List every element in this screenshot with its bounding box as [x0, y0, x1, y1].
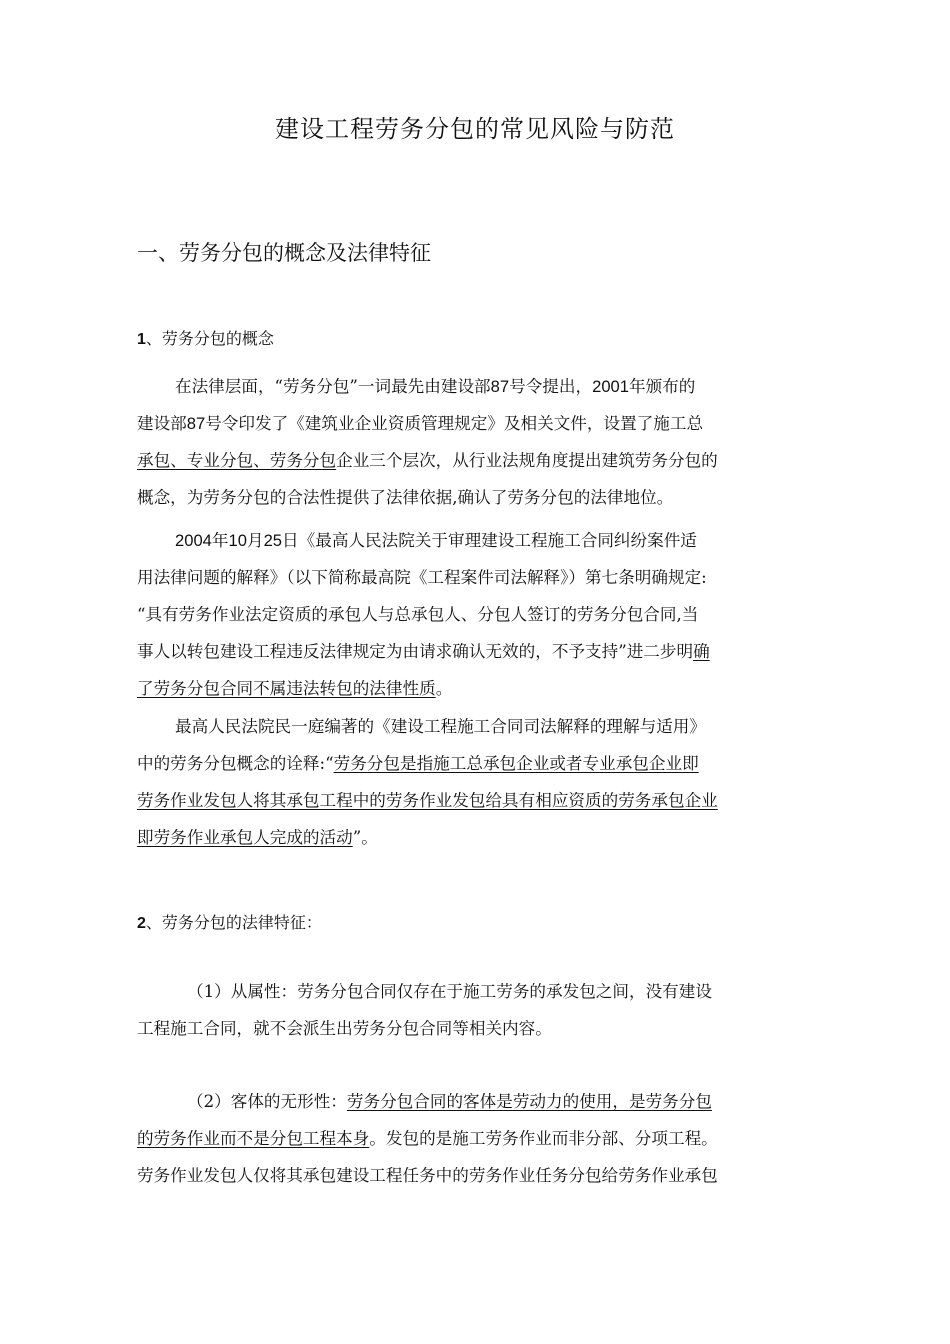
text-line: “具有劳务作业法定资质的承包人与总承包人、分包人签订的劳务分包合同,当	[137, 605, 699, 624]
paragraph-first-civil-division	[137, 708, 809, 856]
underlined-text: 即劳务作业承包人完成的活动	[137, 828, 353, 847]
section-heading-1: 一、劳务分包的概念及法律特征	[137, 241, 431, 265]
text-line: 在法律层面，“劳务分包”一词最先由建设部87号令提出，2001年颁布的	[175, 377, 696, 396]
text-line: 用法律问题的解释》（以下简称最高院《工程案件司法解释》）第七条明确规定:	[137, 568, 707, 587]
subsection-label: 、劳务分包的概念	[145, 329, 274, 348]
text-line: （2）客体的无形性：劳务分包合同的客体是劳动力的使用，是劳务分包	[187, 1092, 712, 1111]
text-line: 2004年10月25日《最高人民法院关于审理建设工程施工合同纠纷案件适	[175, 531, 697, 550]
text-line: 劳务作业发包人仅将其承包建设工程任务中的劳务作业任务分包给劳务作业承包	[137, 1166, 718, 1185]
underlined-text: 劳务作业发包人将其承包工程中的劳务作业发包给具有相应资质的劳务承包企业	[137, 791, 718, 810]
text-line: 建设部87号令印发了《建筑业企业资质管理规定》及相关文件，设置了施工总	[137, 414, 704, 433]
text-line: （1）从属性：劳务分包合同仅存在于施工劳务的承发包之间，没有建设	[187, 982, 712, 1001]
subsection-number: 1	[137, 331, 146, 348]
text-line: 事人以转包建设工程违反法律规定为由请求确认无效的，不予支持”进二步明确	[137, 642, 710, 661]
paragraph-concept-origin	[137, 368, 809, 516]
text-line: 即劳务作业承包人完成的活动”。	[137, 828, 378, 847]
text-line: 中的劳务分包概念的诠释:“劳务分包是指施工总承包企业或者专业承包企业即	[137, 754, 699, 773]
underlined-text: 了劳务分包合同不属违法转包的法律性质	[137, 679, 436, 698]
paragraph-intangible-object	[137, 1083, 809, 1194]
subsection-number: 2	[137, 915, 146, 932]
text-line	[137, 782, 809, 819]
subsection-label: 、劳务分包的法律特征：	[145, 913, 322, 932]
underlined-text: 劳务分包是指施工总承包企业或者专业承包企业即	[333, 754, 699, 773]
subsection-heading-2	[137, 910, 322, 937]
text-line: 承包、专业分包、劳务分包企业三个层次，从行业法规角度提出建筑劳务分包的	[137, 451, 718, 470]
subsection-heading-1	[137, 326, 274, 353]
underlined-text: 确	[693, 642, 710, 661]
document-title: 建设工程劳务分包的常见风险与防范	[275, 115, 675, 143]
text-line: 的劳务作业而不是分包工程本身。发包的是施工劳务作业而非分部、分项工程。	[137, 1129, 718, 1148]
underlined-text: 承包、专业分包、劳务分包	[137, 451, 337, 470]
text-line: 了劳务分包合同不属违法转包的法律性质。	[137, 679, 453, 698]
underlined-text: 劳务分包合同的客体是劳动力的使用，是劳务分包	[346, 1092, 712, 1111]
text-line: 概念，为劳务分包的合法性提供了法律依据,确认了劳务分包的法律地位。	[137, 488, 674, 507]
underlined-text: 的劳务作业而不是分包工程本身	[137, 1129, 370, 1148]
paragraph-supreme-court-interpretation	[137, 522, 809, 707]
paragraph-subordination	[137, 973, 809, 1047]
text-line: 最高人民法院民一庭编著的《建设工程施工合同司法解释的理解与适用》	[175, 717, 706, 736]
text-line: 工程施工合同，就不会派生出劳务分包合同等相关内容。	[137, 1019, 552, 1038]
